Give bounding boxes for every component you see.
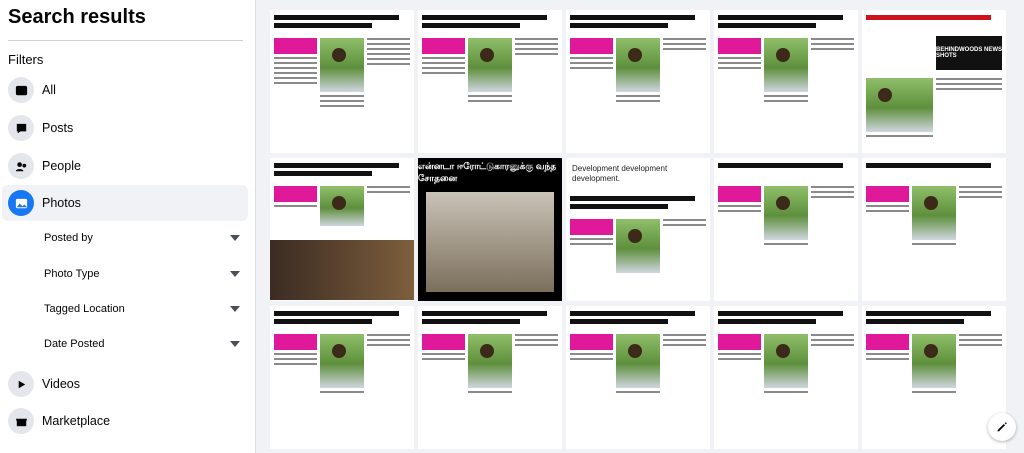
filter-photo-type[interactable] — [44, 262, 240, 286]
photo-tile[interactable] — [714, 306, 858, 449]
photo-tile[interactable] — [714, 158, 858, 301]
headline — [270, 306, 414, 334]
filter-date-posted[interactable] — [44, 332, 240, 356]
photo-tile[interactable] — [714, 10, 858, 153]
headline — [714, 10, 858, 38]
nav-item-people[interactable] — [2, 148, 248, 184]
meme-image — [270, 240, 414, 300]
headline — [862, 10, 1006, 38]
photo-tile[interactable] — [862, 306, 1006, 449]
edit-icon — [995, 420, 1009, 434]
nav-label: Photos — [42, 196, 81, 210]
nav-label: Posts — [42, 121, 74, 135]
photo-tile[interactable] — [862, 10, 1006, 153]
photos-icon — [8, 190, 34, 216]
behindwoods-logo: BEHINDWOODS NEWS SHOTS — [936, 36, 1002, 70]
people-icon — [8, 153, 34, 179]
nav-label: People — [42, 159, 81, 173]
headline — [270, 158, 414, 186]
page-title: Search results — [8, 6, 146, 28]
videos-icon — [8, 371, 34, 397]
photo-tile[interactable] — [566, 306, 710, 449]
photo-tile[interactable] — [566, 158, 710, 301]
photo-tile[interactable] — [418, 306, 562, 449]
posts-icon — [8, 115, 34, 141]
filter-label: Posted by — [44, 232, 93, 244]
nav-label: All — [42, 83, 56, 97]
all-icon — [8, 77, 34, 103]
headline — [566, 306, 710, 334]
nav-item-marketplace[interactable] — [2, 403, 248, 439]
headline — [566, 191, 710, 219]
nav-label: Marketplace — [42, 414, 111, 428]
photo-tile[interactable] — [418, 158, 562, 301]
filter-label: Photo Type — [44, 268, 100, 280]
photo-tile[interactable] — [418, 10, 562, 153]
headline — [418, 10, 562, 38]
photo-tile[interactable] — [270, 306, 414, 449]
headline — [418, 306, 562, 334]
nav-item-all[interactable] — [2, 72, 248, 108]
photo-tile[interactable] — [862, 158, 1006, 301]
photo-tile[interactable] — [270, 10, 414, 153]
filters-label: Filters — [8, 52, 44, 67]
headline — [714, 158, 858, 186]
chevron-down-icon — [230, 235, 240, 241]
search-sidebar — [0, 0, 256, 453]
nav-item-photos[interactable] — [2, 185, 248, 221]
headline — [714, 306, 858, 334]
nav-item-videos[interactable] — [2, 366, 248, 402]
filter-posted-by[interactable] — [44, 226, 240, 250]
nav-item-posts[interactable] — [2, 110, 248, 146]
headline — [862, 306, 1006, 334]
chevron-down-icon — [230, 341, 240, 347]
chevron-down-icon — [230, 306, 240, 312]
nav-label: Videos — [42, 377, 80, 391]
headline — [566, 10, 710, 38]
meme-caption: என்னடா ஈரோட்டுகாரனுக்கு வந்த சோதனை — [418, 161, 557, 183]
divider — [8, 40, 243, 41]
filter-label: Date Posted — [44, 338, 105, 350]
filter-label: Tagged Location — [44, 303, 125, 315]
meme-image — [426, 192, 554, 292]
photo-tile[interactable] — [270, 158, 414, 301]
new-message-button[interactable] — [988, 413, 1016, 441]
photo-tile[interactable] — [566, 10, 710, 153]
chevron-down-icon — [230, 271, 240, 277]
marketplace-icon — [8, 408, 34, 434]
tweet-text: Development development development. — [572, 164, 668, 184]
filter-tagged-location[interactable] — [44, 297, 240, 321]
headline — [270, 10, 414, 38]
headline — [862, 158, 1006, 186]
